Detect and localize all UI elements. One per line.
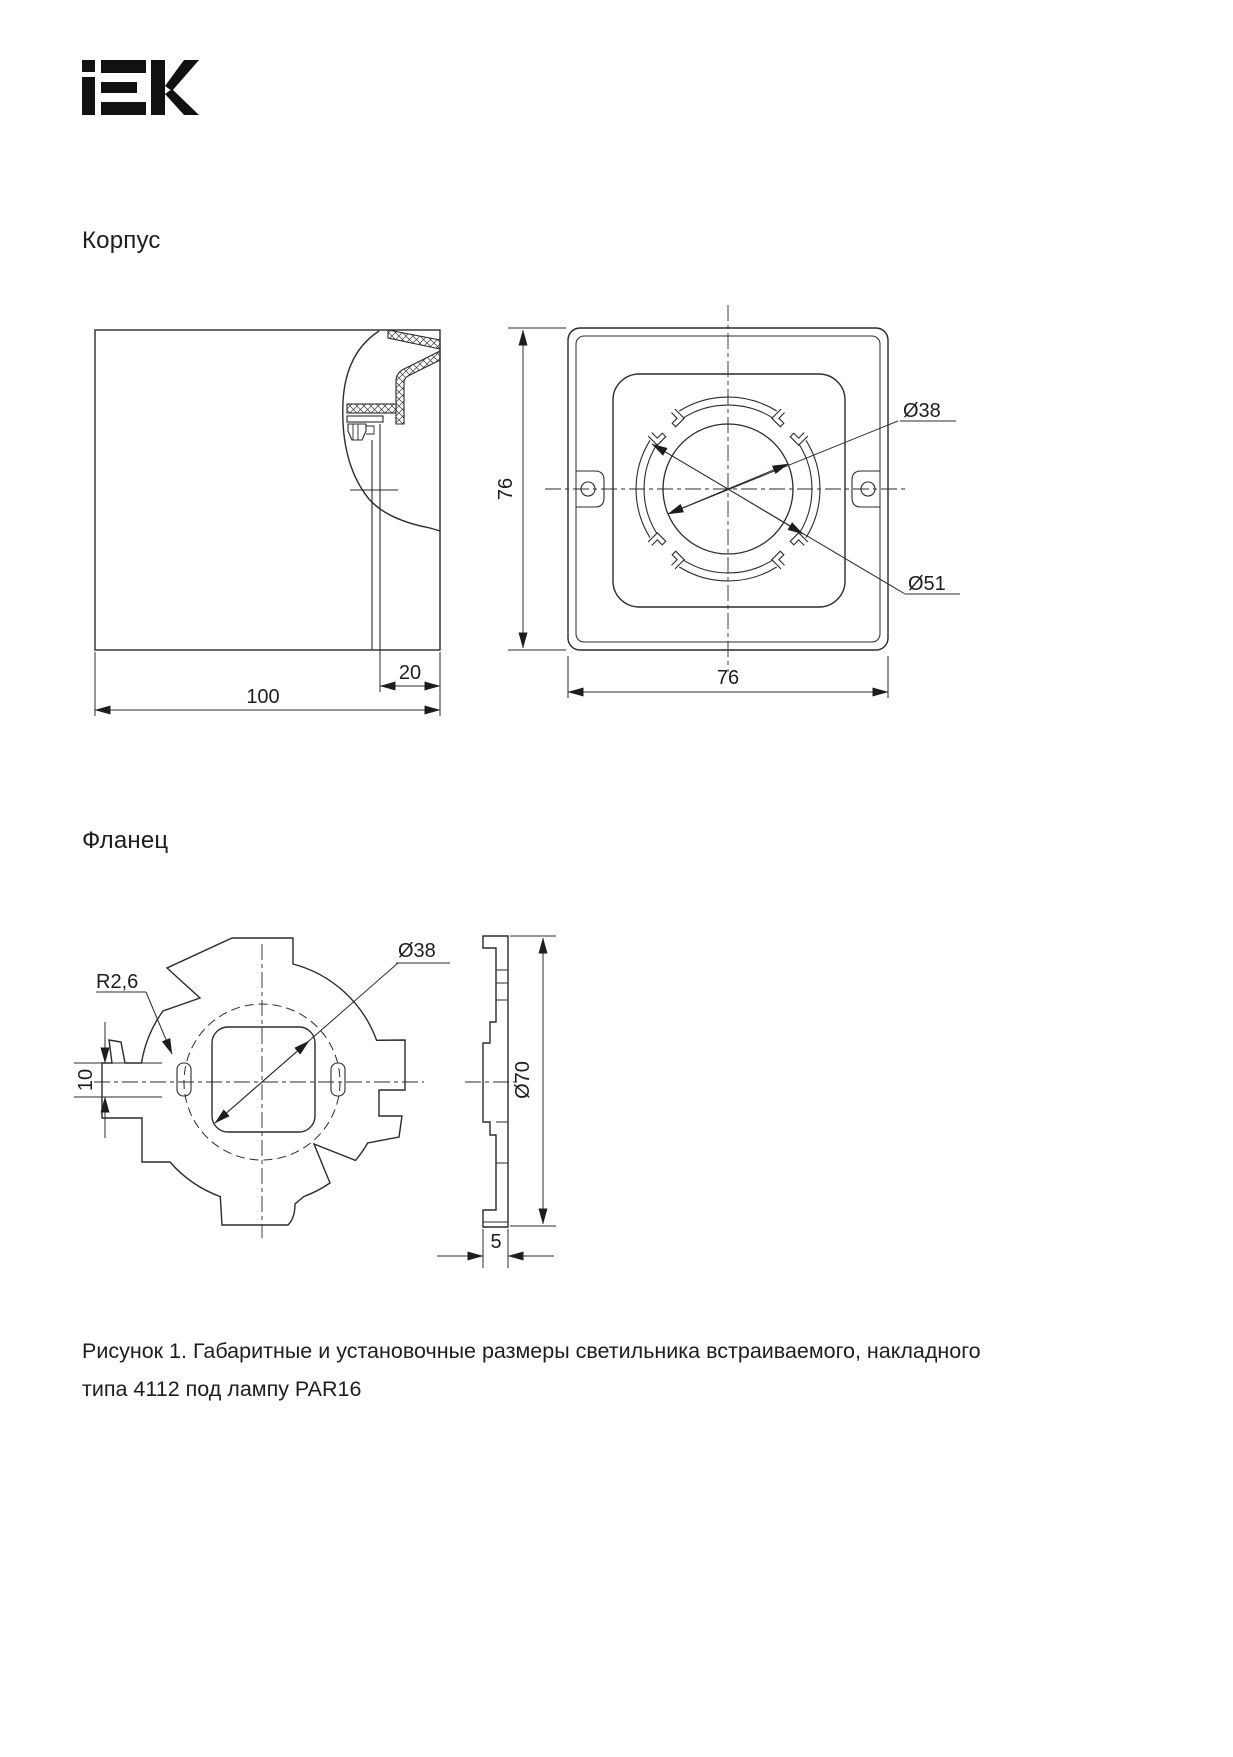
korpus-bracket-bar-lower <box>347 416 383 422</box>
flanec-slot-left <box>177 1063 191 1096</box>
korpus-clip-bottom-left <box>648 533 684 569</box>
figure-caption <box>82 1332 1082 1408</box>
korpus-dim-76v-label: 76 <box>495 477 517 501</box>
korpus-arrow-38-sw <box>668 489 728 514</box>
figure-caption-line1: Рисунок 1. Габаритные и установочные размеры светильника встраиваемого, накладного <box>82 1339 981 1363</box>
korpus-clamp-block <box>348 424 366 440</box>
flanec-slot-right <box>331 1063 345 1096</box>
flanec-arrow-38-sw <box>215 1082 262 1123</box>
korpus-clip-top-right <box>772 409 808 445</box>
korpus-section-cone-hatch <box>396 351 440 424</box>
flanec-r26-leader <box>146 992 172 1054</box>
korpus-dim-20-label: 20 <box>398 662 422 684</box>
flanec-dia70-label: Ø70 <box>512 1061 534 1099</box>
flanec-dim5-label: 5 <box>490 1231 502 1253</box>
flanec-arrow-38-ne <box>262 1041 309 1082</box>
korpus-bracket-bar-upper <box>347 404 396 413</box>
korpus-tube-walls <box>372 424 380 650</box>
korpus-dim-76h-label: 76 <box>716 667 740 689</box>
korpus-side-view <box>95 330 440 650</box>
section-label-korpus: Корпус <box>82 227 161 254</box>
flanec-r26-label: R2,6 <box>96 971 139 993</box>
flanec-square-hole <box>212 1027 315 1132</box>
korpus-arrow-51-se <box>728 489 803 534</box>
figure-caption-line2: типа 4112 под лампу PAR16 <box>82 1377 362 1401</box>
flanec-profile-outline <box>483 936 508 1227</box>
korpus-section-rim-hatch <box>388 330 440 349</box>
flanec-outline <box>102 938 405 1225</box>
korpus-arrow-38-ne <box>728 464 788 489</box>
korpus-clip-top-left <box>648 409 684 445</box>
korpus-clip-bottom-right <box>772 533 808 569</box>
flanec-dia38-label: Ø38 <box>398 940 436 962</box>
section-label-flanec: Фланец <box>82 827 169 854</box>
flanec-dim10-label: 10 <box>75 1068 97 1092</box>
korpus-dia38-label: Ø38 <box>903 400 941 422</box>
korpus-dia51-label: Ø51 <box>908 573 946 595</box>
korpus-dim-100-label: 100 <box>246 686 280 708</box>
korpus-front-face-square <box>613 374 845 607</box>
